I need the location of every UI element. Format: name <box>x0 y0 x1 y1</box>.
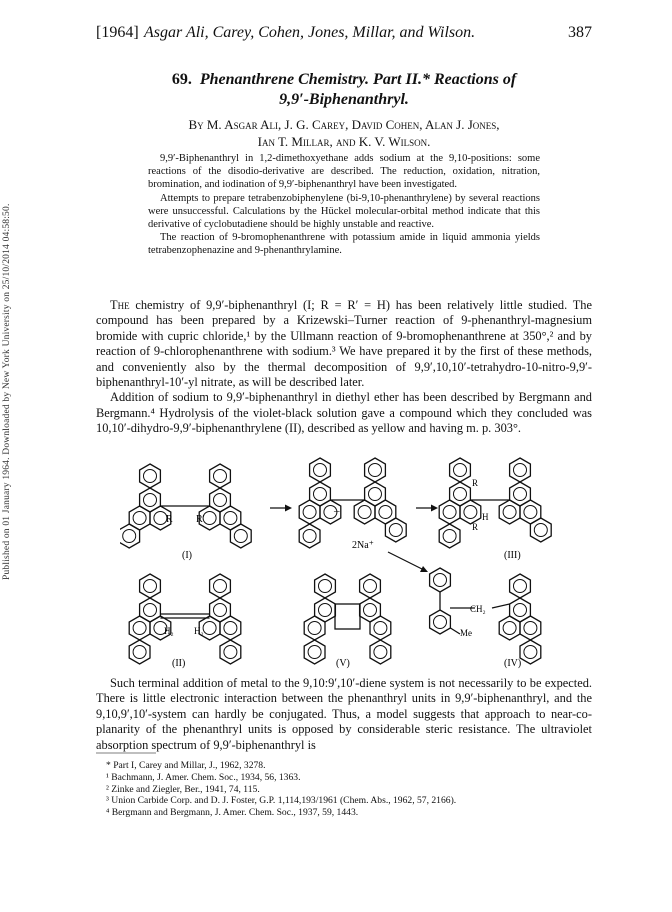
paragraph-lead: The <box>110 298 130 312</box>
body-text-upper <box>96 298 592 437</box>
running-header <box>96 24 592 46</box>
abstract-paragraph: The reaction of 9-bromophenanthrene with potassium amide in liquid ammonia yields tetrabenzophenazine and 9-phenanthrylamine. <box>148 232 540 257</box>
structures-figure <box>120 448 560 670</box>
article-number: 69. <box>171 71 192 88</box>
reaction-arrow <box>388 552 424 570</box>
structure-V <box>304 574 391 669</box>
label-V: (V) <box>336 658 350 669</box>
label-2Na: 2Na⁺ <box>352 540 374 551</box>
title-line-1: Phenanthrene Chemistry. Part II.* Reactions of <box>199 71 517 88</box>
footnote: ⁴ Bergmann and Bergmann, J. Amer. Chem. Soc., 1937, 59, 1443. <box>106 807 359 819</box>
body-paragraph-2: Addition of sodium to 9,9′-biphenanthryl in diethyl ether has been described by Bergmann and Bergmann.⁴ Hydrolysis of the violet-black solution gave a compound which they concluded was 10,10′-dihydro-9,9′-biphenanthrylene (II), described as yellow and having m. p. 303°. <box>96 390 592 436</box>
footnote: * Part I, Carey and Millar, J., 1962, 3278. <box>106 760 266 771</box>
download-stamp <box>2 140 18 580</box>
structure-II <box>129 574 241 669</box>
header-authors: Asgar Ali, Carey, Cohen, Jones, Millar, and Wilson. <box>144 24 476 41</box>
label-CH2: CH₂ <box>470 604 486 614</box>
label-II: (II) <box>172 658 186 669</box>
title-line-2: 9,9′-Biphenanthryl. <box>279 91 409 108</box>
header-year: [1964] <box>96 24 139 41</box>
body-text-lower <box>96 676 592 753</box>
label-R: R <box>166 514 173 525</box>
structure-III <box>439 458 551 561</box>
label-H2: H₂ <box>164 626 174 636</box>
structure-I <box>120 464 251 561</box>
label-R: R <box>472 478 479 488</box>
label-Me: Me <box>460 628 472 638</box>
label-IV: (IV) <box>504 658 522 669</box>
byline <box>96 116 592 150</box>
abstract <box>148 152 540 258</box>
abstract-paragraph: Attempts to prepare tetrabenzobiphenylene (bi-9,10-phenanthrylene) by several reactions were unsuccessful. Calculations by the Hückel molecular-orbital method indicate that this derivative of cyclobutadiene should be highly unstable and reactive. <box>148 192 540 231</box>
footnotes <box>106 760 592 819</box>
label-R-prime: R′ <box>196 514 205 525</box>
body-paragraph-3: Such terminal addition of metal to the 9,10:9′,10′-diene system is not necessarily to be expected. There is little electronic interaction between the phenanthryl units in 9,9′-biphenanthryl, and the 9,10,9′,10′-system can hardly be conjugated. Thus, a model suggests that approach to near-co-planarity of the phenanthryl units is opposed by considerable steric resistance. The ultraviolet absorption spectrum of 9,9′-biphenanthryl is <box>96 676 592 752</box>
abstract-paragraph: 9,9′-Biphenanthryl in 1,2-dimethoxyethane adds sodium at the 9,10-positions: some reactions of the disodio-derivative are described. The reduction, oxidation, nitration, bromination, and iodination of 9,9′-biphenanthryl have been investigated. <box>148 153 540 191</box>
footnote: ³ Union Carbide Corp. and D. J. Foster, G.P. 1,114,193/1961 (Chem. Abs., 1962, 57, 2166). <box>106 795 457 807</box>
chemical-structures-drawing <box>120 448 560 670</box>
byline-line-2: Ian T. Millar, and K. V. Wilson. <box>257 134 431 149</box>
minus-sign: – <box>334 505 340 517</box>
footnote: ¹ Bachmann, J. Amer. Chem. Soc., 1934, 56, 1363. <box>106 771 301 783</box>
page-number: 387 <box>568 24 592 41</box>
label-H: H <box>482 512 489 522</box>
footnote: ² Zinke and Ziegler, Ber., 1941, 74, 115. <box>106 783 260 795</box>
label-H2: H₂ <box>194 626 204 636</box>
byline-line-1: By M. Asgar Ali, J. G. Carey, David Cohen, Alan J. Jones, <box>188 117 500 132</box>
label-III: (III) <box>504 550 521 561</box>
download-stamp-text: Published on 01 January 1964. Downloaded by New York University on 25/10/2014 04:58:50. <box>2 203 12 580</box>
paragraph-text: chemistry of 9,9′-biphenanthryl (I; R = R′ = H) has been relatively little studied. The compound has been prepared by a Krizewski–Turner reaction of 9-phenanthryl-magnesium bromide with cupric chloride,¹ by the Ullmann reaction of 9-bromophenanthrene at 350°,² and by reaction of 9-chlorophenanthrene with sodium.³ We have prepared it by the first of these methods, and conveniently also by the thermal decomposition of 9,9′,10,10′-tetrahydro-10-nitro-9,9′-biphenanthryl-10′-yl nitrate, as will be described later. <box>96 298 592 390</box>
article-title <box>96 70 592 110</box>
footnote-rule <box>96 752 156 754</box>
structure-IV <box>430 568 541 669</box>
structure-dianion <box>299 458 406 551</box>
body-paragraph-1 <box>96 298 592 390</box>
label-I: (I) <box>182 550 192 561</box>
label-R: R <box>472 522 479 532</box>
